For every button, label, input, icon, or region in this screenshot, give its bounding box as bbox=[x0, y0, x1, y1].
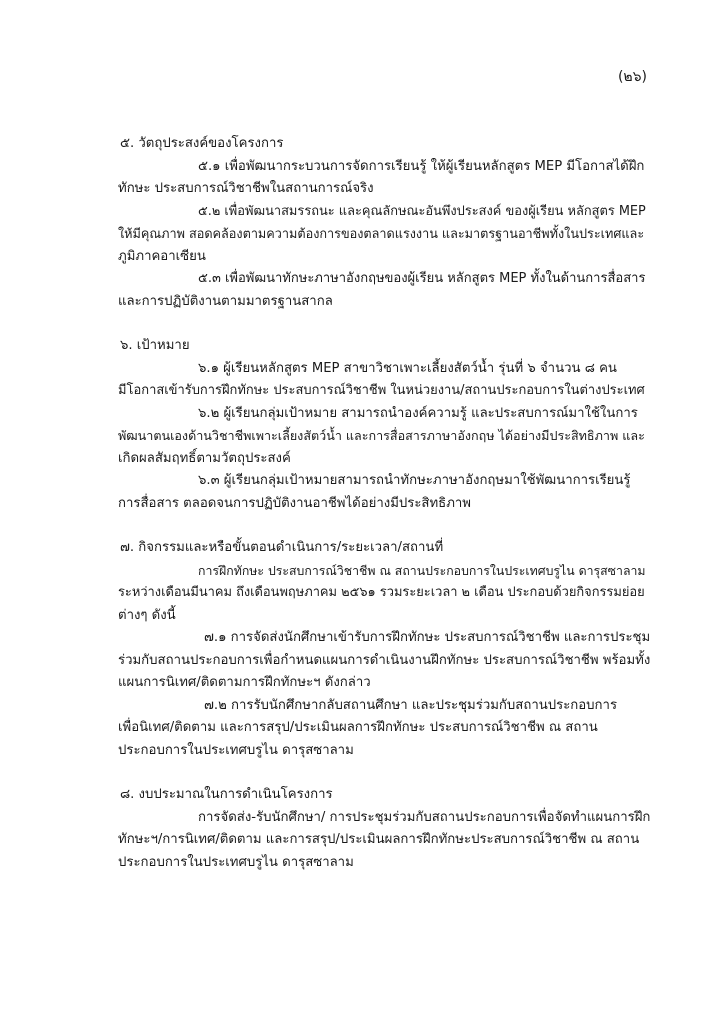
paragraph bbox=[118, 156, 650, 201]
paragraph bbox=[118, 807, 650, 875]
paragraph bbox=[118, 358, 650, 403]
paragraph-line: การจัดส่ง-รับนักศึกษา/ การประชุมร่วมกับสถานประกอบการเพื่อจัดทำแผนการฝึก bbox=[198, 809, 651, 825]
paragraph-line: ร่วมกับสถานประกอบการเพื่อกำหนดแผนการดำเนินงานฝึกทักษะ ประสบการณ์วิชาชีพ พร้อมทั้ง bbox=[118, 652, 651, 668]
paragraph-line: ทักษะฯ/การนิเทศ/ติดตาม และการสรุป/ประเมินผลการฝึกทักษะประสบการณ์วิชาชีพ ณ สถาน bbox=[118, 832, 640, 847]
paragraph-line: ทักษะ ประสบการณ์วิชาชีพในสถานการณ์จริง bbox=[118, 181, 374, 196]
paragraph-line: การสื่อสาร ตลอดจนการปฏิบัติงานอาชีพได้อย่างมีประสิทธิภาพ bbox=[118, 495, 472, 511]
section-targets bbox=[118, 335, 650, 515]
paragraph-line: ระหว่างเดือนมีนาคม ถึงเดือนพฤษภาคม ๒๕๖๑ รวมระยะเวลา ๒ เดือน ประกอบด้วยกิจกรรมย่อย bbox=[118, 585, 645, 600]
page-number: (๒๖) bbox=[617, 69, 647, 85]
paragraph bbox=[118, 695, 650, 763]
section-activities bbox=[118, 537, 650, 762]
paragraph bbox=[118, 560, 650, 628]
paragraph-line: ประกอบการในประเทศบรูไน ดารุสซาลาม bbox=[118, 854, 354, 870]
paragraph-line: ต่างๆ ดังนี้ bbox=[118, 607, 176, 623]
paragraph bbox=[118, 470, 650, 515]
paragraph-line: ประกอบการในประเทศบรูไน ดารุสซาลาม bbox=[118, 742, 354, 758]
paragraph-line: ให้มีคุณภาพ สอดคล้องตามความต้องการของตลาดแรงงาน และมาตรฐานอาชีพทั้งในประเทศและ bbox=[118, 226, 645, 241]
paragraph-line: ๖.๓ ผู้เรียนกลุ่มเป้าหมายสามารถนำทักษะภาษาอังกฤษมาใช้พัฒนาการเรียนรู้ bbox=[198, 473, 631, 488]
paragraph-line: ๗.๑ การจัดส่งนักศึกษาเข้ารับการฝึกทักษะ ประสบการณ์วิชาชีพ และการประชุม bbox=[204, 630, 651, 645]
section-budget bbox=[118, 784, 650, 874]
paragraph-line: แผนการนิเทศ/ติดตามการฝึกทักษะฯ ดังกล่าว bbox=[118, 675, 371, 690]
section-heading: ๖. เป้าหมาย bbox=[120, 338, 190, 353]
paragraph-line: เพื่อนิเทศ/ติดตาม และการสรุป/ประเมินผลการฝึกทักษะ ประสบการณ์วิชาชีพ ณ สถาน bbox=[118, 720, 598, 735]
paragraph-line: การฝึกทักษะ ประสบการณ์วิชาชีพ ณ สถานประกอบการในประเทศบรูไน ดารุสซาลาม bbox=[198, 563, 646, 578]
paragraph bbox=[118, 201, 650, 269]
paragraph bbox=[118, 627, 650, 695]
paragraph-line: ๖.๑ ผู้เรียนหลักสูตร MEP สาขาวิชาเพาะเลี้ยงสัตว์น้ำ รุ่นที่ ๖ จำนวน ๘ คน bbox=[198, 360, 617, 376]
paragraph-line: มีโอกาสเข้ารับการฝึกทักษะ ประสบการณ์วิชาชีพ ในหน่วยงาน/สถานประกอบการในต่างประเทศ bbox=[118, 383, 645, 398]
paragraph bbox=[118, 268, 650, 313]
paragraph-line: พัฒนาตนเองด้านวิชาชีพเพาะเลี้ยงสัตว์น้ำ และการสื่อสารภาษาอังกฤษ ได้อย่างมีประสิทธิภาพ และ bbox=[118, 428, 645, 443]
paragraph bbox=[118, 403, 650, 471]
paragraph-line: ๕.๓ เพื่อพัฒนาทักษะภาษาอังกฤษของผู้เรียน หลักสูตร MEP ทั้งในด้านการสื่อสาร bbox=[198, 271, 646, 286]
paragraph-line: ภูมิภาคอาเซียน bbox=[118, 248, 206, 264]
paragraph-line: ๕.๒ เพื่อพัฒนาสมรรถนะ และคุณลักษณะอันพึงประสงค์ ของผู้เรียน หลักสูตร MEP bbox=[198, 203, 646, 219]
section-heading: ๗. กิจกรรมและหรือขั้นตอนดำเนินการ/ระยะเวลา/สถานที่ bbox=[120, 540, 444, 555]
paragraph-line: เกิดผลสัมฤทธิ์ตามวัตถุประสงค์ bbox=[118, 450, 291, 466]
paragraph-line: ๕.๑ เพื่อพัฒนากระบวนการจัดการเรียนรู้ ให้ผู้เรียนหลักสูตร MEP มีโอกาสได้ฝึก bbox=[198, 158, 645, 174]
document-body bbox=[118, 133, 650, 896]
paragraph-line: และการปฏิบัติงานตามมาตรฐานสากล bbox=[118, 293, 333, 309]
section-objectives bbox=[118, 133, 650, 313]
section-heading: ๘. งบประมาณในการดำเนินโครงการ bbox=[120, 787, 333, 802]
section-heading: ๕. วัตถุประสงค์ของโครงการ bbox=[120, 136, 284, 151]
paragraph-line: ๗.๒ การรับนักศึกษากลับสถานศึกษา และประชุมร่วมกับสถานประกอบการ bbox=[204, 697, 618, 713]
paragraph-line: ๖.๒ ผู้เรียนกลุ่มเป้าหมาย สามารถนำองค์ความรู้ และประสบการณ์มาใช้ในการ bbox=[198, 405, 638, 421]
